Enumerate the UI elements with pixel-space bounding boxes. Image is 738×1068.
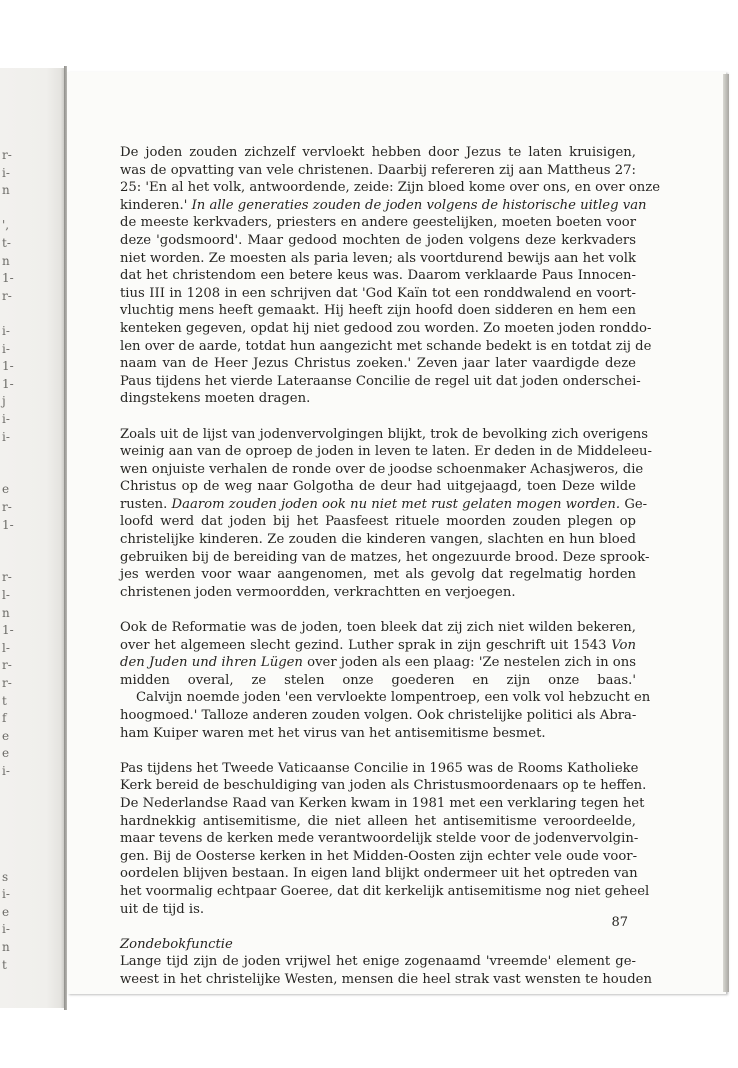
text-run: kinderen.' [120, 197, 192, 213]
text-run: kenteken gegeven, opdat hij niet gedood zou worden. Zo moeten joden ronddo- [120, 320, 652, 336]
text-line [120, 795, 645, 813]
italic-run: den Juden und ihren Lügen [120, 655, 303, 671]
paragraph-gap [120, 408, 636, 426]
text-run: wen onjuiste verhalen de ronde over de joodse schoenmaker Achasjweros, die [120, 461, 644, 477]
section-heading: Zondebokfunctie [120, 936, 233, 952]
text-run: ham Kuiper waren met het virus van het antisemitisme besmet. [120, 725, 546, 741]
paragraph [120, 426, 653, 602]
bleed-fragment: j [2, 394, 6, 409]
bleed-fragment: t- [2, 236, 11, 250]
text-line [120, 214, 636, 232]
text-run: hoogmoed.' Talloze anderen zouden volgen. Ook christelijke politici als Abra- [120, 708, 637, 723]
bleed-fragment: 1- [2, 376, 14, 391]
text-line [120, 197, 647, 215]
text-run: over het algemeen slecht gezind. Luther sprak in zijn geschrift uit 1543 [120, 637, 612, 653]
text-line [120, 654, 636, 672]
text-run: jes werden voor waar aangenomen, met als gevolg dat regelmatig horden [120, 567, 636, 583]
bleed-fragment: l- [2, 640, 10, 655]
bleed-fragment: i- [2, 764, 10, 778]
text-line [120, 496, 648, 514]
text-run: christenen joden vermoordden, verkrachtten en verjoegen. [120, 584, 516, 600]
text-line [120, 901, 636, 919]
page-edge-shadow [723, 74, 729, 992]
bleed-fragment: s [2, 869, 9, 884]
bleed-fragment: r- [2, 658, 12, 673]
text-line [120, 179, 661, 197]
text-run: de meeste kerkvaders, priesters en andere geestelijken, moeten boeten voor [120, 215, 636, 231]
bleed-fragment: e [2, 904, 10, 919]
text-line [120, 672, 636, 690]
text-line [120, 566, 636, 584]
bleed-fragment: r- [2, 570, 12, 585]
text-line [120, 777, 647, 795]
bleed-fragment: i- [2, 429, 10, 444]
text-run: gebruiken bij de bereiding van de matzes, het ongezuurde brood. Deze sprook- [120, 549, 650, 565]
text-line [120, 531, 636, 549]
text-run: Lange tijd zijn de joden vrijwel het enige zogenaamd 'vreemde' element ge- [120, 954, 636, 970]
left-page-edge [0, 68, 66, 1008]
text-line [120, 443, 653, 461]
paragraph [120, 760, 650, 918]
text-run: niet worden. Ze moesten als paria leven; als voortdurend bewijs aan het volk [120, 250, 636, 266]
text-line [120, 725, 636, 743]
bleed-fragment: r- [2, 676, 12, 690]
text-line [120, 584, 636, 602]
text-run: Pas tijdens het Tweede Vaticaanse Concilie in 1965 was de Rooms Katholieke [120, 760, 639, 776]
text-run: Paus tijdens het vierde Lateraanse Concilie de regel uit dat joden onderschei- [120, 373, 641, 389]
text-line [120, 426, 649, 444]
text-line [120, 285, 636, 303]
text-line [120, 689, 651, 707]
bleed-fragment: i- [2, 887, 10, 902]
text-line [120, 760, 639, 778]
text-line [120, 549, 650, 567]
text-run: rusten. [120, 496, 172, 512]
bleed-fragment: t [2, 957, 7, 972]
text-line [120, 232, 636, 250]
text-run: dat het christendom een betere keus was. Daarom verklaarde Paus Innocen- [120, 268, 636, 284]
text-line [120, 267, 636, 285]
bleed-fragment: n [2, 940, 10, 954]
text-run: christelijke kinderen. Ze zouden die kinderen vangen, slachten en hun bloed [120, 532, 636, 548]
text-run: dingstekens moeten dragen. [120, 391, 311, 407]
text-run: Zoals uit de lijst van jodenvervolgingen blijkt, trok de bevolking zich overigens [120, 426, 649, 442]
text-run: deze 'godsmoord'. Maar gedood mochten de joden volgens deze kerkvaders [120, 232, 636, 248]
bleed-fragment: 1- [2, 359, 14, 374]
text-line [120, 971, 652, 989]
bleed-fragment: i- [2, 324, 10, 338]
text-run: oordelen blijven bestaan. In eigen land blijkt ondermeer uit het optreden van [120, 866, 638, 882]
bleed-fragment: i- [2, 412, 10, 426]
text-run: tius III in 1208 in een schrijven dat 'God Kaïn tot een ronddwalend en voort- [120, 285, 636, 301]
text-run: Ge- [620, 496, 648, 512]
bleed-fragment: ', [2, 218, 10, 233]
text-run: maar tevens de kerken mede verantwoordelijk stelde voor de jodenvervolgin- [120, 831, 639, 847]
text-run: hardnekkig antisemitisme, die niet alleen het antisemitisme veroordeelde, [120, 813, 636, 829]
text-line [120, 865, 636, 883]
text-line [120, 830, 639, 848]
text-line [120, 355, 636, 373]
text-line [120, 390, 636, 408]
text-line [120, 478, 636, 496]
text-run: het voormalig echtpaar Goeree, dat dit kerkelijk antisemitisme nog niet geheel [120, 883, 650, 899]
text-run: Calvijn noemde joden 'een vervloekte lompentroep, een volk vol hebzucht en [136, 690, 651, 706]
bleed-fragment: e [2, 746, 10, 761]
text-line [120, 320, 652, 338]
bleed-fragment: i- [2, 922, 10, 937]
italic-run: Daarom zouden joden ook nu niet met rust gelaten mogen worden. [171, 496, 621, 512]
bleed-fragment: n [2, 183, 10, 198]
text-line [120, 250, 636, 268]
bleed-fragment: r- [2, 500, 12, 514]
text-run: over joden als een plaag: 'Ze nestelen zich in ons [302, 655, 636, 671]
text-line [120, 162, 636, 180]
text-run: len over de aarde, totdat hun aangezicht met schande bedekt is en totdat zij de [120, 338, 652, 354]
text-line [120, 707, 636, 725]
text-line [120, 373, 641, 391]
paragraph-gap [120, 742, 636, 760]
bleed-fragment: i- [2, 165, 10, 180]
bleed-fragment: l- [2, 588, 10, 602]
text-run: De joden zouden zichzelf vervloekt hebben door Jezus te laten kruisigen, [120, 145, 636, 160]
bleed-fragment: f [2, 711, 7, 726]
paragraph-gap [120, 601, 636, 619]
text-run: Ook de Reformatie was de joden, toen bleek dat zij zich niet wilden bekeren, [120, 620, 636, 636]
text-run: weinig aan van de oproep de joden in leven te laten. Er deden in de Middeleeu- [120, 444, 653, 460]
text-line [120, 513, 636, 531]
paragraph-gap [120, 918, 636, 936]
text-run: gen. Bij de Oosterse kerken in het Midden-Oosten zijn echter vele oude voor- [120, 848, 638, 864]
bleed-fragment: r- [2, 288, 12, 303]
bleed-fragment: r- [2, 148, 12, 162]
text-line [120, 813, 636, 831]
paragraph [120, 144, 661, 408]
text-line [120, 848, 636, 866]
text-line [120, 637, 636, 655]
text-line [120, 302, 636, 320]
text-line [120, 461, 644, 479]
bleed-fragment: e [2, 482, 10, 497]
bleed-fragment: i- [2, 341, 10, 356]
text-line [120, 619, 636, 637]
text-line [120, 144, 636, 162]
text-line [120, 953, 636, 971]
text-run: loofd werd dat joden bij het Paasfeest rituele moorden zouden plegen op [120, 514, 636, 530]
italic-run: In alle generaties zouden de joden volgens de historische uitleg van [191, 197, 647, 213]
text-run: 25: 'En al het volk, antwoordende, zeide: Zijn bloed kome over ons, en over onze [120, 180, 661, 196]
text-line [120, 338, 652, 356]
italic-run: Von [611, 637, 636, 653]
bleed-fragment: n [2, 253, 10, 268]
bleed-fragment: 1- [2, 623, 14, 638]
text-run: naam van de Heer Jezus Christus zoeken.' Zeven jaar later vaardigde deze [120, 356, 636, 372]
paragraph [120, 619, 651, 742]
bleed-fragment: e [2, 728, 10, 743]
text-run: De Nederlandse Raad van Kerken kwam in 1981 met een verklaring tegen het [120, 795, 645, 811]
text-run: midden overal, ze stelen onze goederen en zijn onze baas.' [120, 672, 636, 688]
bleed-fragment: t [2, 693, 7, 708]
bleed-fragment: 1- [2, 271, 14, 286]
text-run: Kerk bereid de beschuldiging van joden als Christusmoordenaars op te heffen. [120, 778, 647, 794]
text-run: vluchtig mens heeft gemaakt. Hij heeft zijn hoofd doen sidderen en hem een [120, 303, 636, 319]
text-line [120, 883, 650, 901]
text-run: uit de tijd is. [120, 901, 205, 917]
body-text [120, 144, 661, 989]
bleed-fragment: 1- [2, 517, 14, 532]
text-run: Christus op de weg naar Golgotha de deur had uitgejaagd, toen Deze wilde [120, 479, 636, 495]
text-run: weest in het christelijke Westen, mensen die heel strak vast wensten te houden [120, 971, 652, 987]
text-run: was de opvatting van vele christenen. Daarbij refereren zij aan Mattheus 27: [120, 162, 636, 178]
paragraph [120, 953, 652, 988]
bleed-fragment: n [2, 605, 10, 620]
page-number: 87 [611, 915, 628, 930]
